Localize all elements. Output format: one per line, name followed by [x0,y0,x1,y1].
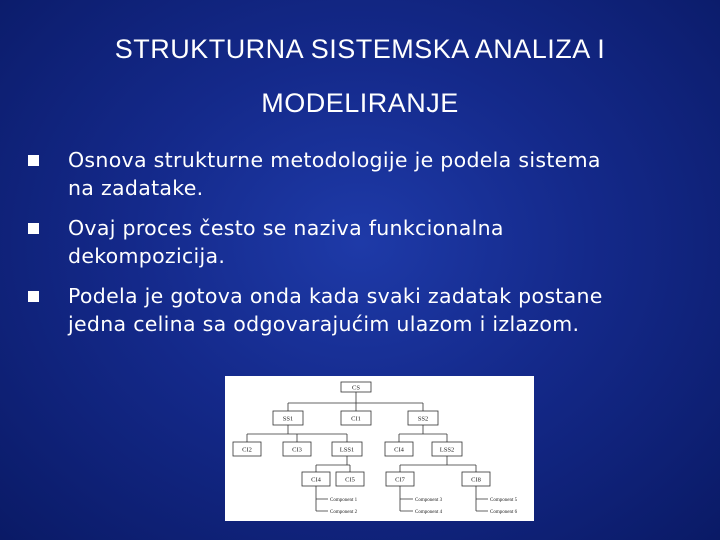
diagram-node-label: LSS2 [439,446,455,454]
slide-title [0,22,720,130]
bullet-text-line: Osnova strukturne metodologije je podela sistema [68,148,601,172]
diagram-node [462,472,490,486]
diagram-node-label: CI8 [471,476,481,484]
diagram-node [341,411,371,425]
decomposition-diagram-svg [225,376,534,521]
bullet-text-line: jedna celina sa odgovarajućim ulazom i izlazom. [68,312,580,336]
diagram-node-label: CI2 [242,446,252,454]
square-bullet-icon [28,291,39,302]
bullet-text-line: Ovaj proces često se naziva funkcionalna [68,216,504,240]
bullet-text-line: na zadatake. [68,176,204,200]
bullet-item [28,282,678,338]
diagram-node [386,472,414,486]
diagram-node [233,442,261,456]
slide-title-line-1: STRUKTURNA SISTEMSKA ANALIZA I [114,34,606,64]
component-label: Component 5 [490,498,518,503]
square-bullet-icon [28,223,39,234]
diagram-node-root [341,382,371,392]
diagram-node [302,472,330,486]
component-label: Component 6 [490,510,518,515]
diagram-node [336,472,364,486]
diagram-node-label: CI5 [345,476,355,484]
diagram-node-label: LSS1 [339,446,355,454]
slide-title-line-2: MODELIRANJE [261,88,459,118]
decomposition-diagram [225,376,534,521]
diagram-node-label: CI1 [351,415,361,423]
bullet-list [28,146,678,350]
square-bullet-icon [28,155,39,166]
diagram-node-label: CS [352,384,360,392]
component-label: Component 4 [415,510,443,515]
diagram-node-label: CI7 [395,476,405,484]
diagram-node-label: CI3 [292,446,302,454]
diagram-node-label: CI4 [311,476,321,484]
component-label: Component 1 [330,498,358,503]
diagram-node-label: CI4 [394,446,404,454]
bullet-item [28,146,678,202]
diagram-node-label: SS1 [282,415,294,423]
diagram-node [283,442,311,456]
diagram-node [332,442,362,456]
diagram-node [408,411,438,425]
diagram-node [385,442,413,456]
bullet-text-line: dekompozicija. [68,244,226,268]
diagram-node [273,411,303,425]
component-label: Component 2 [330,510,358,515]
diagram-node-label: SS2 [417,415,429,423]
component-label: Component 3 [415,498,443,503]
bullet-item [28,214,678,270]
diagram-node [432,442,462,456]
bullet-text-line: Podela je gotova onda kada svaki zadatak postane [68,284,603,308]
